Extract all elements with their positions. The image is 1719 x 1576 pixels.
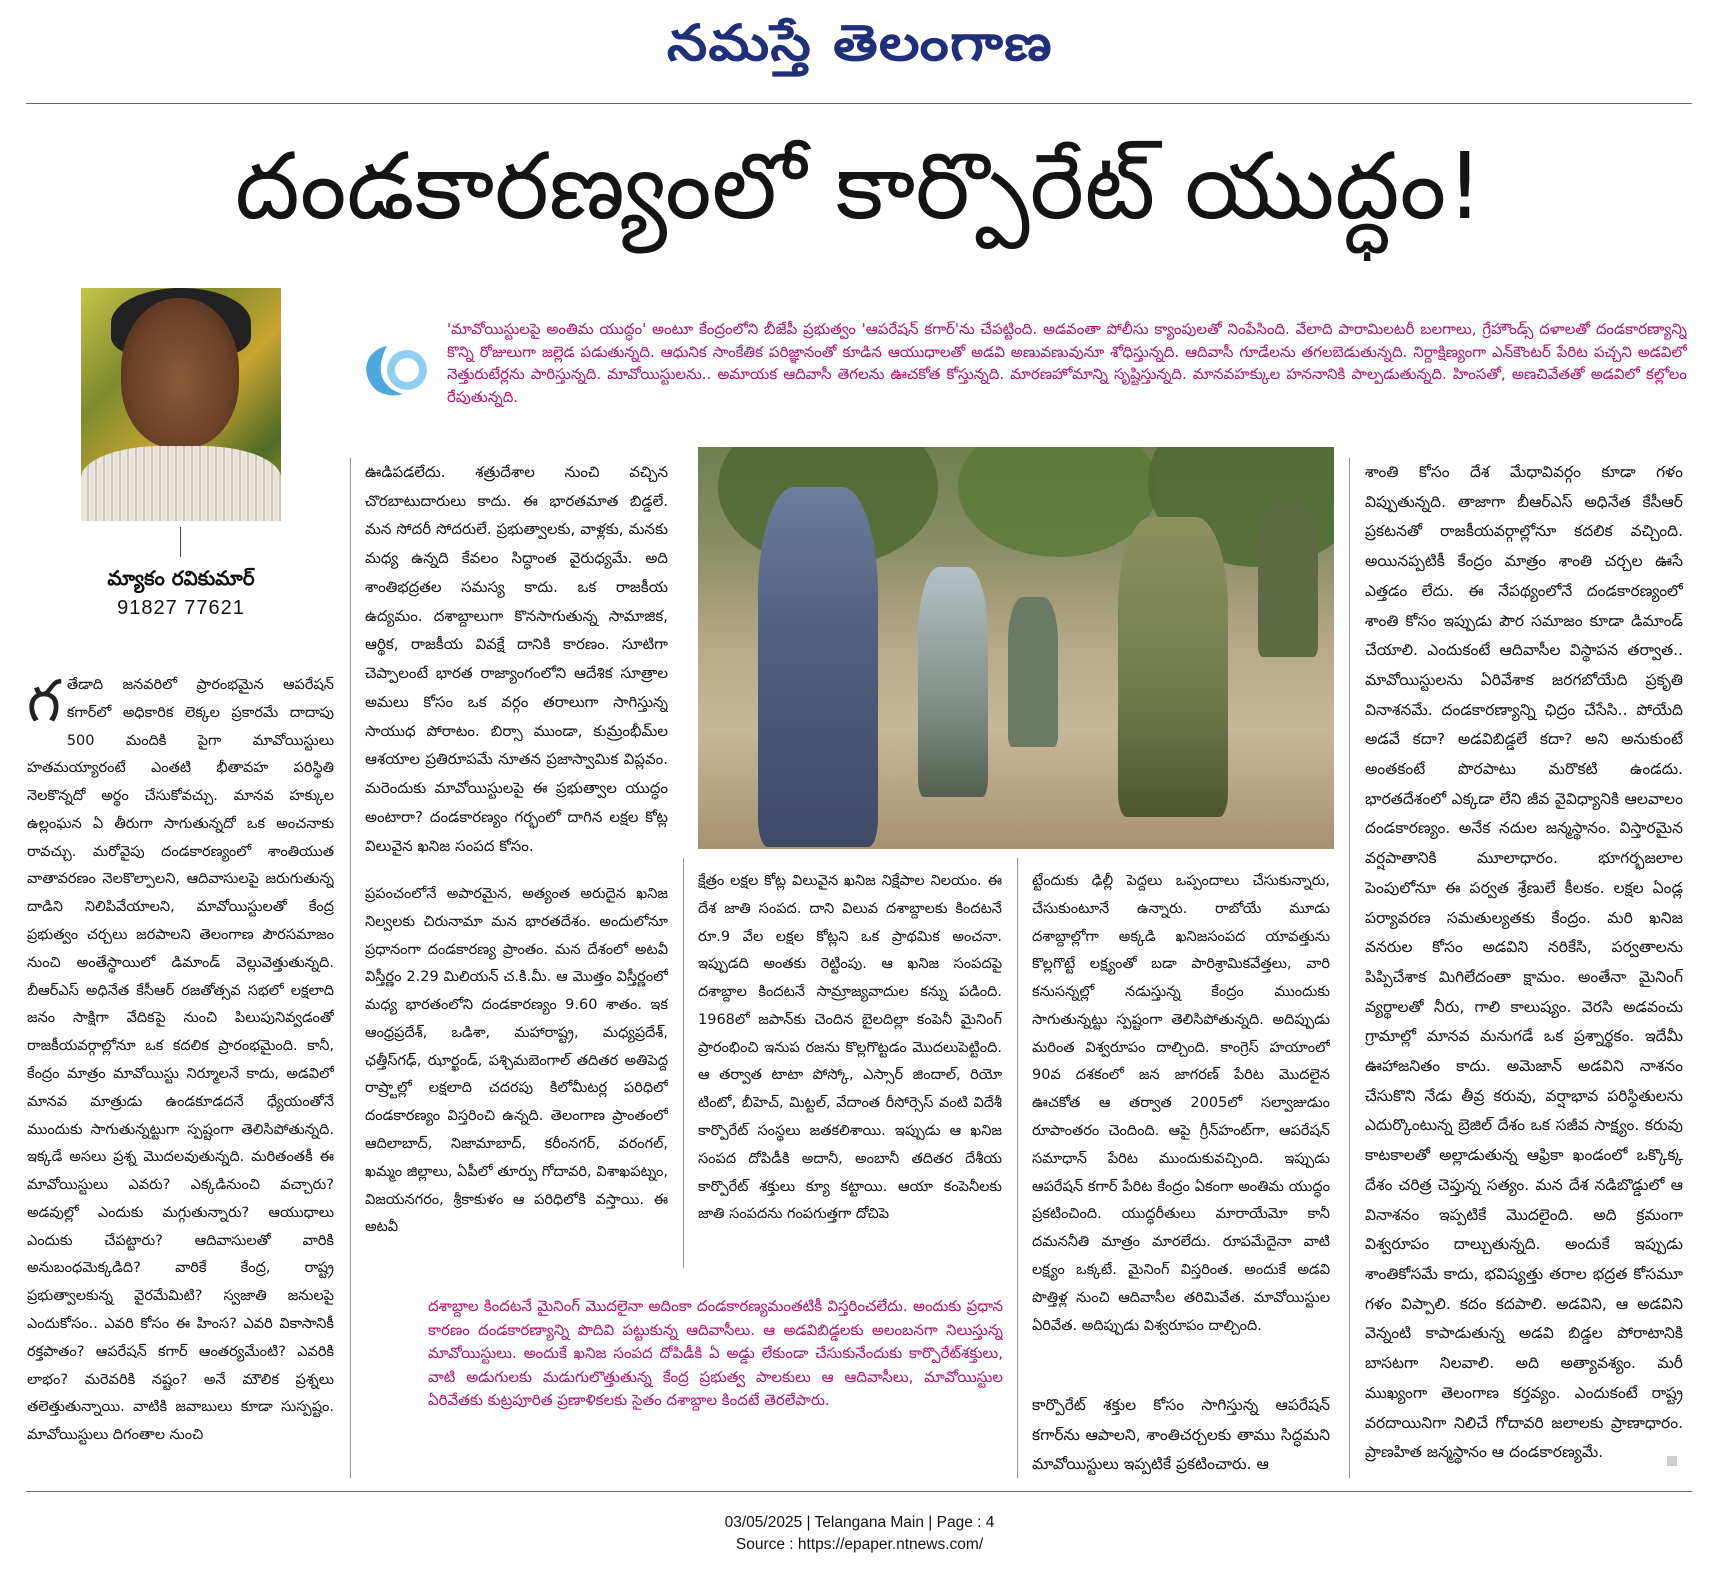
author-name: మ్యాకం రవికుమార్ — [107, 566, 255, 590]
article-column-4: ట్టేందుకు ఢిల్లీ పెద్దలు ఒప్పందాలు చేసుకున్నారు, చేసుకుంటూనే ఉన్నారు. రాబోయే మూడు దశాబ్దాల్లోగా అక్కడి ఖనిజసంపద యావత్తును కొల్లగొట్టే లక్ష్యంతో బడా పారిశ్రామికవేత్తలు, వారి కనుసన్నల్లో నడుస్తున్న కేంద్రం ముందుకు సాగుతున్నట్టు స్పష్టంగా తెలిసిపోతున్నది. అదిప్పుడు మరింత విశ్వరూపం దాల్చింది. కాంగ్రెస్ హయాంలో 90వ దశకంలో జన జాగరణ్ పేరిట మొదలైన ఊచకోత ఆ తర్వాత 2005లో సల్వాజుడుం రూపాంతరం చెందింది. ఆపై గ్రీన్‌హంట్‌గా, ఆపరేషన్ సమాధాన్ పేరిట ముందుకువచ్చింది. ఇప్పుడు ఆపరేషన్ కగార్ పేరిట కేంద్రం ఏకంగా అంతిమ యుద్ధం ప్రకటించింది. యుద్ధరీతులు మారాయేమో కానీ దమననీతి మాత్రం మారలేదు. రూపమేదైనా వాటి లక్ష్యం ఒక్కటే. మైనింగ్ విస్తరింత. అందుకే అడవి పొత్తిళ్ల నుంచి ఆదివాసీల తరిమివేత. మావోయిస్టుల ఏరివేత. అదిప్పుడు విశ్వరూపం దాల్చింది. — [1032, 873, 1330, 1334]
end-mark — [1667, 1456, 1677, 1466]
author-photo — [81, 288, 281, 521]
drop-cap: గ — [27, 672, 61, 735]
masthead-logo: నమస్తే తెలంగాణ — [666, 13, 1053, 72]
footer-rule — [26, 1491, 1692, 1492]
author-divider — [180, 527, 181, 557]
photo-soldier — [1118, 517, 1228, 817]
article-headline: దండకారణ్యంలో కార్పొరేట్ యుద్ధం! — [234, 133, 1484, 240]
photo-soldier — [918, 567, 988, 797]
news-photo-soldiers — [698, 447, 1334, 849]
author-photo-shirt — [81, 446, 281, 521]
intro-summary: 'మావోయిస్టులపై అంతిమ యుద్ధం' అంటూ కేంద్రంలోని బీజేపీ ప్రభుత్వం 'ఆపరేషన్ కగార్'ను చేపట్టింది. అడవంతా పోలీసు క్యాంపులతో నింపేసింది. వేలాది పారామిలటరీ బలగాలు, గ్రేహౌండ్స్ దళాలతో దండకారణ్యాన్ని కొన్ని రోజులుగా జల్లెడ పడుతున్నది. ఆధునిక సాంకేతిక పరిజ్ఞానంతో కూడిన ఆయుధాలతో అడవి అణువణువునూ శోధిస్తున్నది. ఆదివాసీ గూడేలను తగలబెడుతున్నది. నిర్దాక్షిణ్యంగా ఎన్‌కౌంటర్ పేరిట పచ్చని అడవిలో నెత్తురుటేర్లను పారిస్తున్నది. మావోయిస్టులను.. అమాయక ఆదివాసీ తెగలను ఊచకోత కోస్తున్నది. మారణహోమాన్ని సృష్టిస్తున్నది. మానవహక్కుల హననానికి పాల్పడుతున్నది. హింసతో, అణచివేతతో అడవిలో కల్లోలం రేపుతున్నది. — [447, 320, 1687, 406]
footer-edition-info: 03/05/2025 | Telangana Main | Page : 4 — [724, 1514, 995, 1531]
masthead-rule — [26, 103, 1692, 104]
article-column-4-continued: కార్పొరేట్ శక్తుల కోసం సాగిస్తున్న ఆపరేషన్ కగార్‌ను ఆపాలని, శాంతిచర్చలకు తాము సిద్ధమని మావోయిస్టులు ఇప్పటికే ప్రకటించారు. ఆ — [1032, 1396, 1330, 1474]
photo-soldier — [758, 487, 878, 847]
column-rule — [350, 458, 351, 1478]
column-rule — [683, 858, 684, 1268]
article-column-1-text: తేడాది జనవరిలో ప్రారంభమైన ఆపరేషన్ కగార్‌లో అధికారిక లెక్కల ప్రకారమే దాదాపు 500 మందికి పైగా మావోయిస్టులు హతమయ్యారంటే ఎంతటి భీతావహ పరిస్థితి నెలకొన్నదో అర్థం చేసుకోవచ్చు. మానవ హక్కుల ఉల్లంఘన ఏ తీరుగా సాగుతున్నదో ఒక అంచనాకు రావచ్చు. మరోవైపు దండకారణ్యంలో శాంతియుత వాతావరణం నెలకొల్పాలని, ఆదివాసులపై జరుగుతున్న దాడిని నిలిపివేయాలని, మావోయిస్టులతో కేంద్ర ప్రభుత్వం చర్చలు జరపాలని తెలంగాణ పౌరసమాజం నుంచి అంతేస్థాయిలో డిమాండ్ వెల్లువెత్తుతున్నది. బీఆర్ఎస్ అధినేత కేసీఆర్ రజతోత్సవ సభలో లక్షలాది జనం సాక్షిగా వేదికపై నుంచి పిలుపునివ్వడంతో రాజకీయవర్గాల్లోనూ ఒక కదలిక ప్రారంభమైంది. కానీ, కేంద్రం మాత్రం మావోయిస్టు నిర్మూలనే కాదు, అడవిలో మానవ మాత్రుడు ఉండకూడదనే ధ్యేయంతోనే ముందుకు సాగుతున్నట్టుగా స్పష్టంగా తెలిసిపోతున్నది. ఇక్కడే అసలు ప్రశ్న మొదలవుతున్నది. మరితంతకీ ఈ మావోయిస్టులు ఎవరు? ఎక్కడినుంచి వచ్చారు? అడవుల్లో ఎందుకు మగ్గుతున్నారు? ఆయుధాలు ఎందుకు చేపట్టారు? ఆదివాసులతో వారికి అనుబంధమెక్కడిది? వారికే కేంద్ర, రాష్ట్ర ప్రభుత్వాలకున్న వైరమేమిటి? స్వజాతి జనులపై ఎందుకోసం.. ఎవరి కోసం ఈ హింస? ఎవరి వికాసానికీ రక్తపాతం? ఆపరేషన్ కగార్ ఆంతర్యమేంటి? ఎవరికి లాభం? మరెవరికి నష్టం? అనే మౌలిక ప్రశ్నలు తలెత్తుతున్నాయి. వాటికి జవాబులు కూడా సుస్పష్టం. మావోయిస్టులు దిగంతాల నుంచి — [27, 677, 334, 1444]
article-column-2-continued: ప్రపంచంలోనే అపారమైన, అత్యంత అరుదైన ఖనిజ నిల్వలకు చిరునామా మన భారతదేశం. అందులోనూ ప్రధానంగా దండకారణ్య ప్రాంతం. మన దేశంలో అటవీ విస్తీర్ణం 2.29 మిలియన్ చ.కి.మీ. ఆ మొత్తం విస్తీర్ణంలో మధ్య భారతంలోని దండకారణ్యం 9.60 శాతం. ఇక ఆంధ్రప్రదేశ్, ఒడిశా, మహారాష్ట్ర, మధ్యప్రదేశ్, ఛత్తీస్‌గఢ్, ఝార్ఖండ్, పశ్చిమబెంగాల్ తదితర అతిపెద్ద రాష్ర్టాల్లో లక్షలాది చదరపు కిలోమీటర్ల పరిధిలో దండకారణ్యం విస్తరించి ఉన్నది. తెలంగాణ ప్రాంతంలో ఆదిలాబాద్, నిజామాబాద్, కరీంనగర్, వరంగల్, ఖమ్మం జిల్లాలు, ఏపీలో తూర్పు గోదావరి, విశాఖపట్నం, విజయనగరం, శ్రీకాకుళం ఆ పరిధిలోకి వస్తాయి. ఈ అటవీ — [365, 886, 668, 1236]
speech-bubble-icon — [357, 336, 437, 406]
article-column-1 — [27, 672, 334, 1472]
pull-quote: దశాబ్దాల కిందటనే మైనింగ్ మొదలైనా అదింకా దండకారణ్యమంతటికీ విస్తరించలేదు. అందుకు ప్రధాన కారణం దండకారణ్యాన్ని పొదివి పట్టుకున్న ఆదివాసీలు. ఆ అడవిబిడ్డలకు అలంబనగా నిలుస్తున్న మావోయిస్టులు. అందుకే ఖనిజ సంపద దోపిడీకి ఏ అడ్డు లేకుండా చేసుకునేందుకు కార్పొరేట్‌శక్తులు, వాటి అడుగులకు మడుగులొత్తుతున్న కేంద్ర ప్రభుత్వ పాలకులు ఆ ఆదివాసీలు, మావోయిస్టుల ఏరివేతకు కుట్రపూరిత ప్రణాళికలకు సైతం దశాబ్దాల కిందటే తెరలేపారు. — [428, 1297, 1003, 1409]
author-phone: 91827 77621 — [117, 597, 245, 619]
column-rule — [1017, 858, 1018, 1478]
photo-soldier — [1008, 597, 1058, 747]
article-column-3: క్షేత్రం లక్షల కోట్ల విలువైన ఖనిజ నిక్షేపాల నిలయం. ఈ దేశ జాతి సంపద. దాని విలువ దశాబ్దాలకు కిందటనే రూ.9 వేల లక్షల కోట్లని ఒక ప్రాథమిక అంచనా. ఇప్పుడది అంతకు రెట్టింపు. ఆ ఖనిజ సంపదపై దశాబ్దాల కిందటనే సామ్రాజ్యవాదుల కన్ను పడింది. 1968లో జపాన్‌కు చెందిన బైలదిల్లా కంపెనీ మైనింగ్ ప్రారంభించి ఇనుప రజను కొల్లగొట్టడం మొదలుపెట్టింది. ఆ తర్వాత టాటా పోస్కో, ఎస్సార్ జిందాల్, రియో టింటో, బీహెచ్, మిట్టల్, వేదాంత రీసోర్సెస్ వంటి విదేశీ కార్పొరేట్ సంస్థలు జతకలిశాయి. ఇప్పుడు ఆ ఖనిజ సంపద దోపిడీకి అదానీ, అంబానీ తదితర దేశీయ కార్పొరేట్ శక్తులు క్యూ కట్టాయి. ఆయా కంపెనీలకు జాతి సంపదను గంపగుత్తగా దోచిపె — [698, 873, 1002, 1223]
column-rule — [1349, 458, 1350, 1478]
photo-soldier — [1258, 507, 1318, 657]
article-column-5: శాంతి కోసం దేశ మేధావివర్గం కూడా గళం విప్పుతున్నది. తాజాగా బీఆర్ఎస్ అధినేత కేసీఆర్ ప్రకటనతో రాజకీయవర్గాల్లోనూ కదలిక వచ్చింది. అయినప్పటికీ కేంద్రం మాత్రం శాంతి చర్చల ఊసే ఎత్తడం లేదు. ఈ నేపథ్యంలోనే దండకారణ్యంలో శాంతి కోసం ఇప్పుడు పౌర సమాజం కూడా డిమాండ్ చేయాలి. ఎందుకంటే ఆదివాసీల విస్థాపన తర్వాత.. మావోయిస్టులను ఏరివేశాక జరగబోయేది ప్రకృతి వినాశనమే. దండకారణ్యాన్ని ఛిద్రం చేసేసి.. పోయేది అడవే కదా? అడవిబిడ్డలే కదా? అని అనుకుంటే అంతకంటే పొరపాటు మరొకటి ఉండదు. భారతదేశంలో ఎక్కడా లేని జీవ వైవిధ్యానికి ఆలవాలం దండకారణ్యం. అనేక నదుల జన్మస్థానం. విస్తారమైన వర్షపాతానికి మూలాధారం. భూగర్భజలాల పెంపులోనూ ఈ పర్వత శ్రేణులే కీలకం. లక్షల ఏండ్ల పర్యావరణ సమతుల్యతకు కేంద్రం. మరి ఖనిజ వనరుల కోసం అడవిని నరికేసి, పర్వతాలను పిప్పిచేశాక మిగిలేదంతా క్షామం. అంతేనా మైనింగ్ వ్యర్థాలతో నీరు, గాలి కాలుష్యం. వెరసి అడవంచు గ్రామాల్లో మానవ మనుగడే ఒక ప్రశ్నార్థకం. ఇదేమీ ఊహాజనితం కాదు. అమెజాన్ అడవిని నాశనం చేసుకొని నేడు తీవ్ర కరువు, వర్షాభావ పరిస్థితులను ఎదుర్కొంటున్న బ్రెజిల్ దేశం ఒక సజీవ సాక్ష్యం. కరువు కాటకాలతో అల్లాడుతున్న ఆఫ్రికా ఖండంలో ఒక్కొక్క దేశం చరిత్ర చెప్తున్న సత్యం. మన దేశ నడిబొడ్డులో ఆ వినాశనం ఇప్పటికే మొదలైంది. అది క్రమంగా విశ్వరూపం దాల్చుతున్నది. అందుకే ఇప్పుడు శాంతికోసమే కాదు, భవిష్యత్తు తరాల భద్రత కోసమూ గళం విప్పాలి. కదం కదపాలి. అడవిని, ఆ అడవిని వెన్నంటి కాపాడుతున్న అడవి బిడ్డల పోరాటానికి బాసటగా నిలవాలి. అది అత్యావశ్యం. మరీ ముఖ్యంగా తెలంగాణ కర్తవ్యం. ఎందుకంటే రాష్ట్ర వరదాయినిగా నిలిచే గోదావరి జలాలకు ప్రాణాధారం. ప్రాణహిత జన్మస్థానం ఆ దండకారణ్యమే. — [1365, 463, 1683, 1462]
article-column-2: ఊడిపడలేదు. శత్రుదేశాల నుంచి వచ్చిన చొరబాటుదారులు కాదు. ఈ భారతమాత బిడ్డలే. మన సోదరీ సోదరులే. ప్రభుత్వాలకు, వాళ్లకు, మనకు మధ్య ఉన్నది కేవలం సిద్ధాంత వైరుధ్యమే. అది శాంతిభద్రతల సమస్య కాదు. ఒక రాజకీయ ఉద్యమం. దశాబ్దాలుగా కొనసాగుతున్న సామాజిక, ఆర్థిక, రాజకీయ వివక్షే దానికి కారణం. సూటిగా చెప్పాలంటే భారత రాజ్యాంగంలోని ఆదేశిక సూత్రాల అమలు కోసం ఒక వర్గం తరాలుగా సాగిస్తున్న సాయుధ పోరాటం. బిర్సా ముండా, కుమ్రంభీమ్‌ల ఆశయాల ప్రతిరూపమే నూతన ప్రజాస్వామిక విప్లవం. మరెందుకు మావోయిస్టులపై ఈ ప్రభుత్వాల యుద్ధం అంటారా? దండకారణ్యం గర్భంలో దాగిన లక్షల కోట్ల విలువైన ఖనిజ సంపద కోసం. — [365, 463, 668, 855]
author-photo-face — [121, 298, 239, 448]
masthead — [0, 4, 1719, 90]
footer-source: Source : https://epaper.ntnews.com/ — [735, 1536, 984, 1553]
